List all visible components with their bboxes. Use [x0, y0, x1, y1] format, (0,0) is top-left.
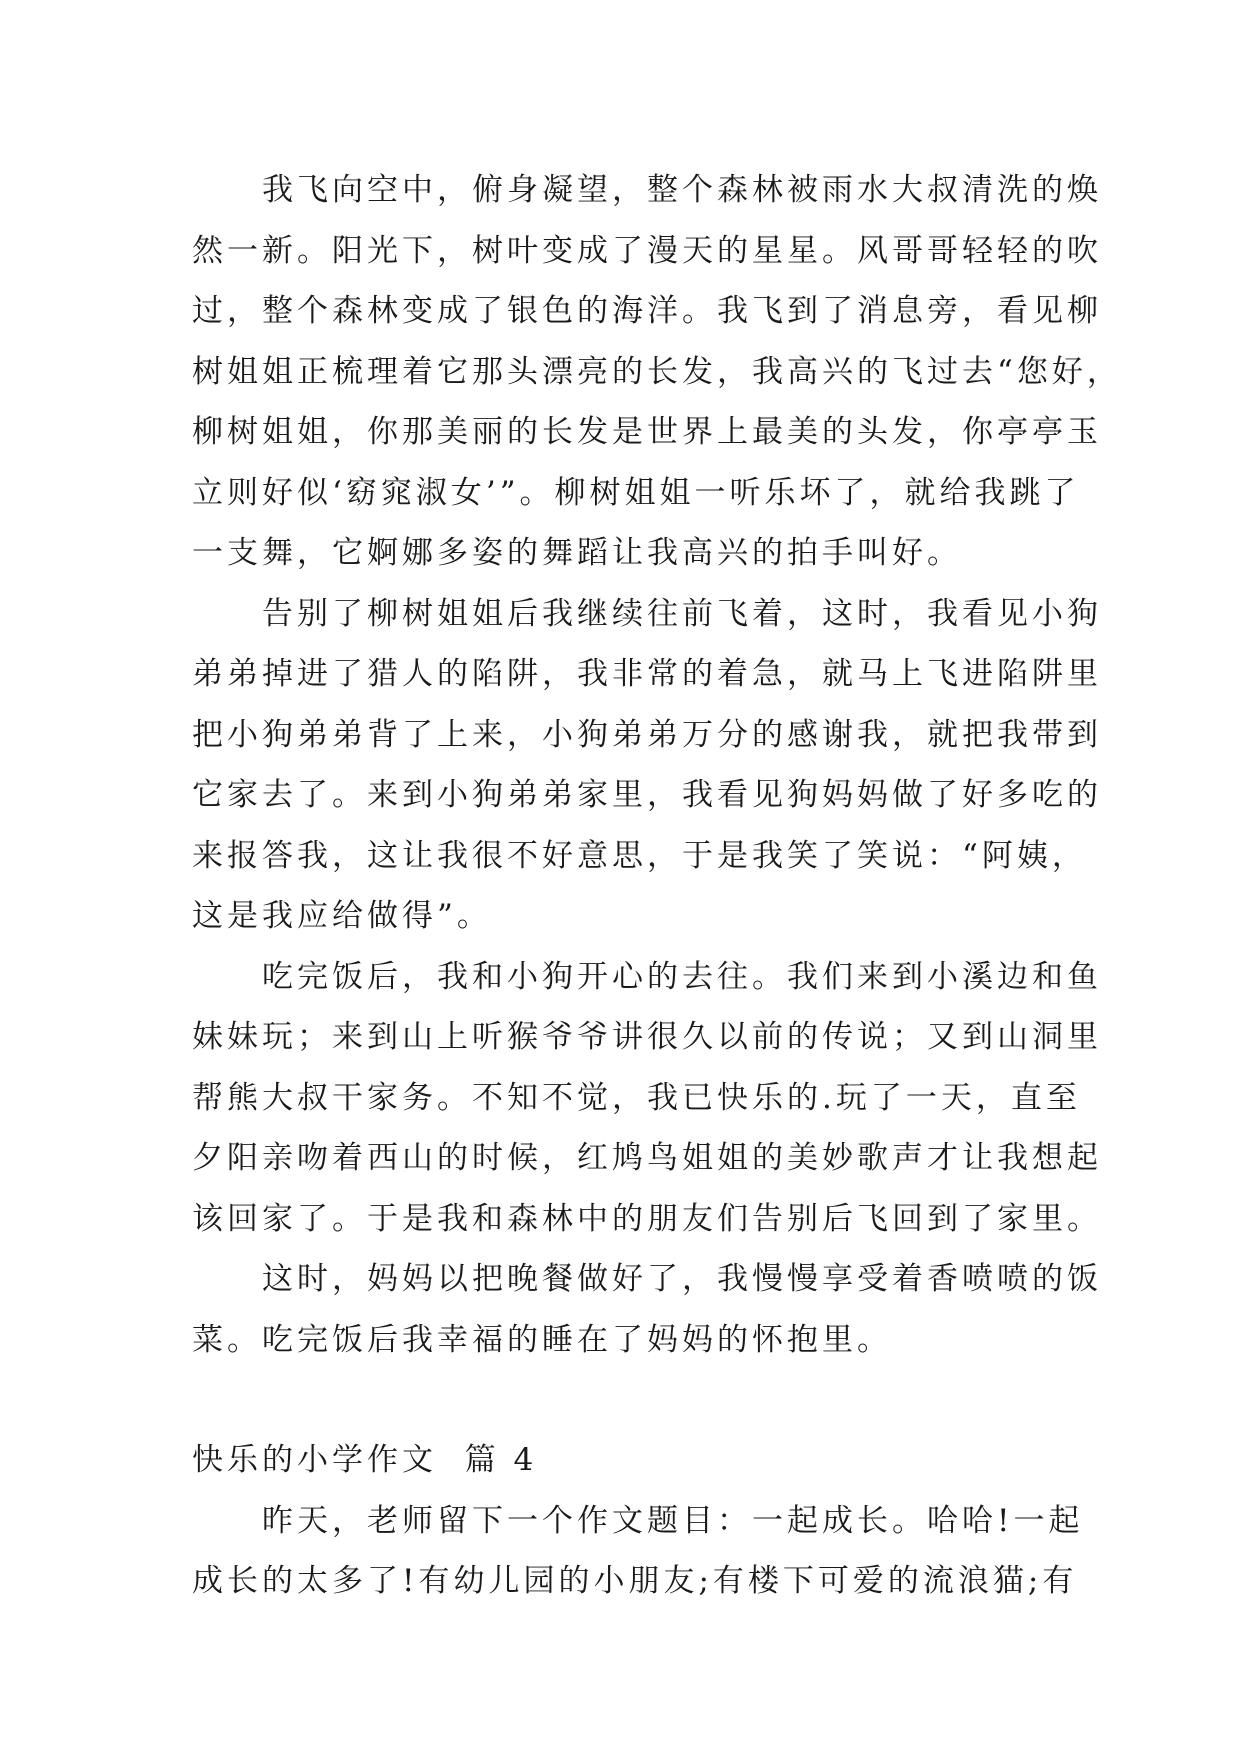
paragraph-1	[192, 160, 1122, 584]
section-paragraph	[192, 1491, 1084, 1612]
paragraph-3	[192, 947, 1102, 1250]
paragraph-4	[192, 1249, 1102, 1370]
text-line: 把小狗弟弟背了上来，小狗弟弟万分的感谢我，就把我带到	[192, 716, 1102, 753]
text-line: 这时，妈妈以把晚餐做好了，我慢慢享受着香喷喷的饭	[192, 1261, 1102, 1297]
section-title: 快乐的小学作文 篇 4	[192, 1442, 538, 1478]
text-line: 成长的太多了!有幼儿园的小朋友;有楼下可爱的流浪猫;有	[192, 1563, 1078, 1599]
text-line: 昨天，老师留下一个作文题目：一起成长。哈哈!一起	[192, 1502, 1084, 1539]
text-line: 树姐姐正梳理着它那头漂亮的长发，我高兴的飞过去“您好，	[192, 353, 1122, 390]
text-line: 夕阳亲吻着西山的时候，红鸠鸟姐姐的美妙歌声才让我想起	[192, 1140, 1102, 1176]
section-spacer	[192, 1370, 1072, 1430]
text-line: 过，整个森林变成了银色的海洋。我飞到了消息旁，看见柳	[192, 293, 1102, 329]
text-line: 来报答我，这让我很不好意思，于是我笑了笑说：“阿姨，	[192, 837, 1087, 874]
text-line: 柳树姐姐，你那美丽的长发是世界上最美的头发，你亭亭玉	[192, 414, 1102, 450]
text-line: 吃完饭后，我和小狗开心的去往。我们来到小溪边和鱼	[192, 958, 1102, 995]
text-line: 它家去了。来到小狗弟弟家里，我看见狗妈妈做了好多吃的	[192, 777, 1102, 813]
paragraph-2	[192, 584, 1102, 947]
text-line: 然一新。阳光下，树叶变成了漫天的星星。风哥哥轻轻的吹	[192, 232, 1102, 269]
text-line: 妹妹玩；来到山上听猴爷爷讲很久以前的传说；又到山洞里	[192, 1019, 1102, 1055]
text-line: 弟弟掉进了猎人的陷阱，我非常的着急，就马上飞进陷阱里	[192, 656, 1102, 692]
text-line: 立则好似‘窈窕淑女’”。柳树姐姐一听乐坏了，就给我跳了	[192, 474, 1080, 511]
document-body	[192, 160, 1122, 1612]
text-line: 这是我应给做得”。	[192, 898, 492, 934]
text-line: 菜。吃完饭后我幸福的睡在了妈妈的怀抱里。	[192, 1321, 892, 1358]
text-line: 帮熊大叔干家务。不知不觉，我已快乐的.玩了一天，直至	[192, 1079, 1081, 1116]
text-line: 该回家了。于是我和森林中的朋友们告别后飞回到了家里。	[192, 1200, 1102, 1237]
text-line: 我飞向空中，俯身凝望，整个森林被雨水大叔清洗的焕	[192, 172, 1102, 208]
text-line: 告别了柳树姐姐后我继续往前飞着，这时，我看见小狗	[192, 595, 1102, 632]
text-line: 一支舞，它婀娜多姿的舞蹈让我高兴的拍手叫好。	[192, 535, 962, 571]
